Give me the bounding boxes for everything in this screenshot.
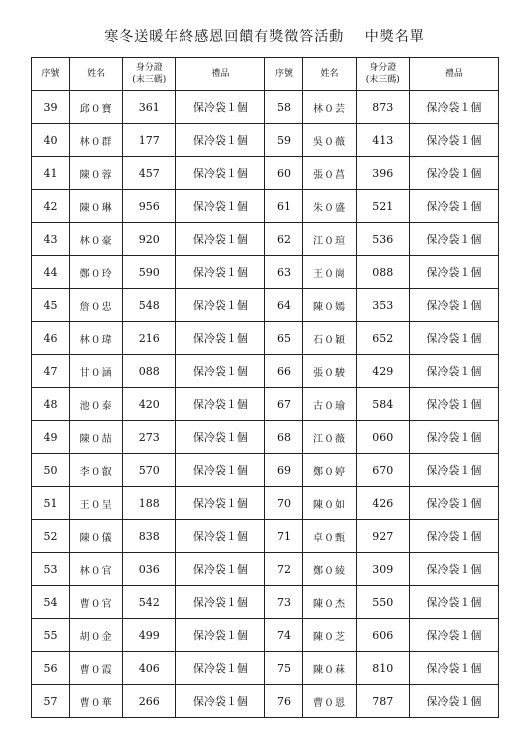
name-cell: 林０芸 (303, 91, 356, 124)
id-cell: 429 (356, 355, 409, 388)
seq-cell: 41 (32, 157, 70, 190)
header-name: 姓名 (303, 58, 356, 91)
table-row (32, 652, 499, 685)
seq-cell: 51 (32, 487, 70, 520)
header-id-line1: 身分證 (135, 63, 163, 73)
gift-cell: 保冷袋１個 (409, 520, 498, 553)
gift-cell: 保冷袋１個 (176, 157, 265, 190)
seq-cell: 45 (32, 289, 70, 322)
id-cell: 309 (356, 553, 409, 586)
id-cell: 521 (356, 190, 409, 223)
gift-cell: 保冷袋１個 (176, 652, 265, 685)
name-cell: 吳０薇 (303, 124, 356, 157)
table-row (32, 91, 499, 124)
header-row (32, 58, 499, 91)
table-row (32, 190, 499, 223)
id-cell: 670 (356, 454, 409, 487)
table-row (32, 124, 499, 157)
name-cell: 陳０喆 (70, 421, 123, 454)
header-name: 姓名 (70, 58, 123, 91)
table-row (32, 685, 499, 718)
gift-cell: 保冷袋１個 (176, 421, 265, 454)
seq-cell: 61 (265, 190, 303, 223)
name-cell: 甘０涵 (70, 355, 123, 388)
seq-cell: 59 (265, 124, 303, 157)
table-row (32, 454, 499, 487)
id-cell: 060 (356, 421, 409, 454)
header-seq: 序號 (32, 58, 70, 91)
id-cell: 406 (123, 652, 176, 685)
id-cell: 216 (123, 322, 176, 355)
gift-cell: 保冷袋１個 (176, 256, 265, 289)
name-cell: 詹０忠 (70, 289, 123, 322)
id-cell: 361 (123, 91, 176, 124)
name-cell: 陳０嫣 (303, 289, 356, 322)
seq-cell: 42 (32, 190, 70, 223)
name-cell: 曹０霞 (70, 652, 123, 685)
seq-cell: 55 (32, 619, 70, 652)
name-cell: 胡０金 (70, 619, 123, 652)
name-cell: 林０群 (70, 124, 123, 157)
gift-cell: 保冷袋１個 (409, 586, 498, 619)
id-cell: 177 (123, 124, 176, 157)
seq-cell: 70 (265, 487, 303, 520)
id-cell: 787 (356, 685, 409, 718)
name-cell: 邱０寶 (70, 91, 123, 124)
seq-cell: 58 (265, 91, 303, 124)
gift-cell: 保冷袋１個 (176, 553, 265, 586)
winners-table (31, 57, 499, 718)
table-row (32, 289, 499, 322)
name-cell: 鄭０綾 (303, 553, 356, 586)
seq-cell: 39 (32, 91, 70, 124)
seq-cell: 72 (265, 553, 303, 586)
seq-cell: 47 (32, 355, 70, 388)
id-cell: 584 (356, 388, 409, 421)
seq-cell: 52 (32, 520, 70, 553)
id-cell: 956 (123, 190, 176, 223)
name-cell: 鄭０玲 (70, 256, 123, 289)
table-row (32, 520, 499, 553)
id-cell: 353 (356, 289, 409, 322)
seq-cell: 74 (265, 619, 303, 652)
name-cell: 曹０恩 (303, 685, 356, 718)
id-cell: 188 (123, 487, 176, 520)
name-cell: 李０叡 (70, 454, 123, 487)
seq-cell: 66 (265, 355, 303, 388)
seq-cell: 53 (32, 553, 70, 586)
seq-cell: 50 (32, 454, 70, 487)
gift-cell: 保冷袋１個 (176, 520, 265, 553)
name-cell: 王０呈 (70, 487, 123, 520)
header-gift: 禮品 (409, 58, 498, 91)
header-gift: 禮品 (176, 58, 265, 91)
name-cell: 鄭０婷 (303, 454, 356, 487)
name-cell: 張０菖 (303, 157, 356, 190)
table-row (32, 421, 499, 454)
id-cell: 036 (123, 553, 176, 586)
id-cell: 652 (356, 322, 409, 355)
seq-cell: 67 (265, 388, 303, 421)
header-id (356, 58, 409, 91)
seq-cell: 48 (32, 388, 70, 421)
id-cell: 266 (123, 685, 176, 718)
name-cell: 石０穎 (303, 322, 356, 355)
name-cell: 林０瑋 (70, 322, 123, 355)
seq-cell: 62 (265, 223, 303, 256)
name-cell: 陳０如 (303, 487, 356, 520)
seq-cell: 76 (265, 685, 303, 718)
name-cell: 江０瑄 (303, 223, 356, 256)
seq-cell: 65 (265, 322, 303, 355)
gift-cell: 保冷袋１個 (176, 91, 265, 124)
id-cell: 499 (123, 619, 176, 652)
table-row (32, 487, 499, 520)
name-cell: 陳０蓉 (70, 157, 123, 190)
header-seq: 序號 (265, 58, 303, 91)
seq-cell: 54 (32, 586, 70, 619)
table-row (32, 619, 499, 652)
gift-cell: 保冷袋１個 (176, 619, 265, 652)
seq-cell: 64 (265, 289, 303, 322)
gift-cell: 保冷袋１個 (176, 487, 265, 520)
id-cell: 413 (356, 124, 409, 157)
id-cell: 420 (123, 388, 176, 421)
seq-cell: 49 (32, 421, 70, 454)
name-cell: 江０薇 (303, 421, 356, 454)
gift-cell: 保冷袋１個 (176, 322, 265, 355)
seq-cell: 60 (265, 157, 303, 190)
id-cell: 088 (356, 256, 409, 289)
id-cell: 548 (123, 289, 176, 322)
name-cell: 陳０儀 (70, 520, 123, 553)
gift-cell: 保冷袋１個 (176, 190, 265, 223)
header-id-line2: (末三碼) (365, 75, 400, 85)
name-cell: 古０瑜 (303, 388, 356, 421)
header-id-line1: 身分證 (369, 63, 397, 73)
id-cell: 570 (123, 454, 176, 487)
name-cell: 林０官 (70, 553, 123, 586)
table-row (32, 223, 499, 256)
gift-cell: 保冷袋１個 (409, 355, 498, 388)
name-cell: 陳０芝 (303, 619, 356, 652)
page-title: 寒冬送暖年終感恩回饋有獎徵答活動 中獎名單 (104, 29, 425, 45)
seq-cell: 44 (32, 256, 70, 289)
id-cell: 606 (356, 619, 409, 652)
seq-cell: 40 (32, 124, 70, 157)
gift-cell: 保冷袋１個 (409, 289, 498, 322)
id-cell: 810 (356, 652, 409, 685)
seq-cell: 75 (265, 652, 303, 685)
id-cell: 426 (356, 487, 409, 520)
name-cell: 朱０盛 (303, 190, 356, 223)
gift-cell: 保冷袋１個 (409, 124, 498, 157)
table-row (32, 388, 499, 421)
name-cell: 陳０菻 (303, 652, 356, 685)
id-cell: 838 (123, 520, 176, 553)
id-cell: 273 (123, 421, 176, 454)
seq-cell: 63 (265, 256, 303, 289)
seq-cell: 57 (32, 685, 70, 718)
gift-cell: 保冷袋１個 (409, 223, 498, 256)
id-cell: 536 (356, 223, 409, 256)
gift-cell: 保冷袋１個 (409, 685, 498, 718)
gift-cell: 保冷袋１個 (409, 553, 498, 586)
id-cell: 873 (356, 91, 409, 124)
gift-cell: 保冷袋１個 (409, 388, 498, 421)
gift-cell: 保冷袋１個 (409, 487, 498, 520)
name-cell: 張０駿 (303, 355, 356, 388)
seq-cell: 73 (265, 586, 303, 619)
name-cell: 陳０杰 (303, 586, 356, 619)
table-row (32, 322, 499, 355)
header-id-line2: (末三碼) (132, 75, 167, 85)
name-cell: 林０豪 (70, 223, 123, 256)
seq-cell: 43 (32, 223, 70, 256)
gift-cell: 保冷袋１個 (176, 454, 265, 487)
seq-cell: 71 (265, 520, 303, 553)
gift-cell: 保冷袋１個 (409, 652, 498, 685)
seq-cell: 69 (265, 454, 303, 487)
seq-cell: 68 (265, 421, 303, 454)
gift-cell: 保冷袋１個 (176, 223, 265, 256)
id-cell: 542 (123, 586, 176, 619)
header-id (123, 58, 176, 91)
id-cell: 927 (356, 520, 409, 553)
id-cell: 457 (123, 157, 176, 190)
gift-cell: 保冷袋１個 (409, 454, 498, 487)
table-row (32, 355, 499, 388)
gift-cell: 保冷袋１個 (176, 586, 265, 619)
gift-cell: 保冷袋１個 (176, 355, 265, 388)
table-row (32, 157, 499, 190)
name-cell: 池０泰 (70, 388, 123, 421)
table-row (32, 586, 499, 619)
gift-cell: 保冷袋１個 (176, 124, 265, 157)
gift-cell: 保冷袋１個 (409, 190, 498, 223)
name-cell: 卓０甄 (303, 520, 356, 553)
gift-cell: 保冷袋１個 (409, 322, 498, 355)
gift-cell: 保冷袋１個 (176, 388, 265, 421)
gift-cell: 保冷袋１個 (409, 421, 498, 454)
gift-cell: 保冷袋１個 (409, 619, 498, 652)
seq-cell: 56 (32, 652, 70, 685)
id-cell: 396 (356, 157, 409, 190)
id-cell: 920 (123, 223, 176, 256)
table-row (32, 256, 499, 289)
seq-cell: 46 (32, 322, 70, 355)
table-row (32, 553, 499, 586)
gift-cell: 保冷袋１個 (409, 91, 498, 124)
gift-cell: 保冷袋１個 (176, 685, 265, 718)
id-cell: 590 (123, 256, 176, 289)
name-cell: 陳０琳 (70, 190, 123, 223)
gift-cell: 保冷袋１個 (409, 157, 498, 190)
gift-cell: 保冷袋１個 (409, 256, 498, 289)
name-cell: 王０崗 (303, 256, 356, 289)
name-cell: 曹０華 (70, 685, 123, 718)
id-cell: 550 (356, 586, 409, 619)
gift-cell: 保冷袋１個 (176, 289, 265, 322)
name-cell: 曹０官 (70, 586, 123, 619)
id-cell: 088 (123, 355, 176, 388)
